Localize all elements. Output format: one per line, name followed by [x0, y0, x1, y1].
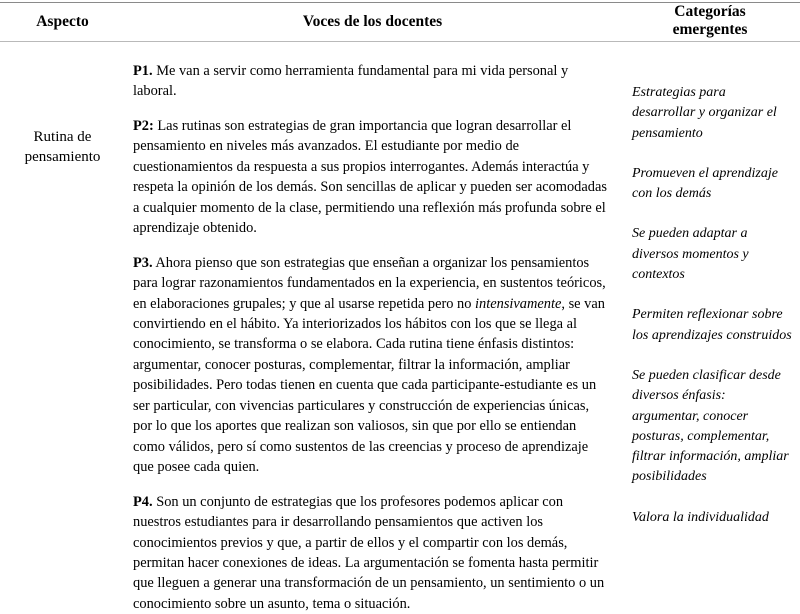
cell-categories [620, 53, 800, 614]
quote-speaker-p4: P4. [133, 493, 153, 510]
quote-speaker-p2: P2: [133, 117, 154, 134]
quote-p4 [133, 492, 610, 614]
cell-aspect [0, 53, 125, 614]
column-header-categories-line1: Categorías [674, 3, 746, 20]
quote-speaker-p3: P3. [133, 254, 153, 271]
aspect-label-line1: Rutina de [33, 129, 92, 145]
category-item: Se pueden clasificar desde diversos énfasis: argumentar, conocer posturas, complementar, filtrar información, ampliar posibilidades [632, 367, 789, 485]
quote-speaker-p1: P1. [133, 63, 153, 79]
quote-text-p4: Son un conjunto de estrategias que los profesores podemos aplicar con nuestros estudiantes para ir desarrollando pensamientos que activen los conocimientos previos y que, a partir de ellos y el compartir con los demás, permitan hacer conexiones de ideas. La argumentación se fomenta hasta permitir que lleguen a generar una transformación de un pensamiento, un sentimiento o un conocimiento sobre un asunto, tema o situación. [133, 493, 605, 612]
quote-text-p2: Las rutinas son estrategias de gran importancia que logran desarrollar el pensamiento en niveles más avanzados. El estudiante por medio de cuestionamientos da respuesta a sus propios interrogantes. Además interactúa y respeta la opinión de los demás. Son sencillas de aplicar y pueden ser acomodadas a cualquier momento de la clase, permitiendo una reflexión más profunda sobre el aprendizaje obtenido. [133, 117, 607, 237]
quote-text-p3-part1: Ahora pienso que son estrategias que enseñan a organizar los pensamientos para lograr razonamientos fundamentados en la experiencia, en sustentos teóricos, en elaboraciones grupales; y que al usarse repetida pero no [133, 254, 606, 312]
category-item: Permiten reflexionar sobre los aprendizajes construidos [632, 307, 792, 343]
column-header-categories [620, 0, 800, 53]
table-header-border [0, 41, 800, 42]
quote-emphasis-p3: intensivamente [475, 295, 562, 312]
quote-p2 [133, 116, 610, 239]
category-item: Estrategias para desarrollar y organizar el pensamiento [632, 85, 777, 141]
column-header-voices: Voces de los docentes [302, 13, 443, 30]
category-item: Se pueden adaptar a diversos momentos y contextos [632, 226, 749, 283]
column-header-aspect: Aspecto [36, 13, 89, 30]
column-header-categories-line2: emergentes [672, 20, 748, 38]
table-row [0, 53, 800, 614]
quote-p3 [133, 253, 610, 478]
aspect-label-line2: pensamiento [24, 148, 101, 165]
table-top-border [0, 2, 800, 3]
quote-text-p3-part2: , se van convirtiendo en el hábito. Ya interiorizados los hábitos con los que se llega al conocimiento, se transforma o se elabora. Cada rutina tiene énfasis distintos: argumentar, conocer posturas, complementar, filtrar la información, ampliar posibilidades. Pero todas tienen en cuenta que cada participante-estudiante es un ser particular, con vivencias particulares y construcción de experiencias únicas, por lo que los aportes que realizan son valiosos, sin que por ello se entiendan como válidos, pero sí como sustentos de las creencias y proceso de aprendizaje que posee cada quien. [133, 295, 605, 476]
quote-text-p1: Me van a servir como herramienta fundamental para mi vida personal y laboral. [133, 63, 569, 100]
table-header-row [0, 0, 800, 53]
cell-voices [125, 53, 620, 614]
category-item: Promueven el aprendizaje con los demás [632, 165, 778, 202]
quote-p1 [133, 61, 610, 102]
category-item: Valora la individualidad [632, 509, 769, 525]
